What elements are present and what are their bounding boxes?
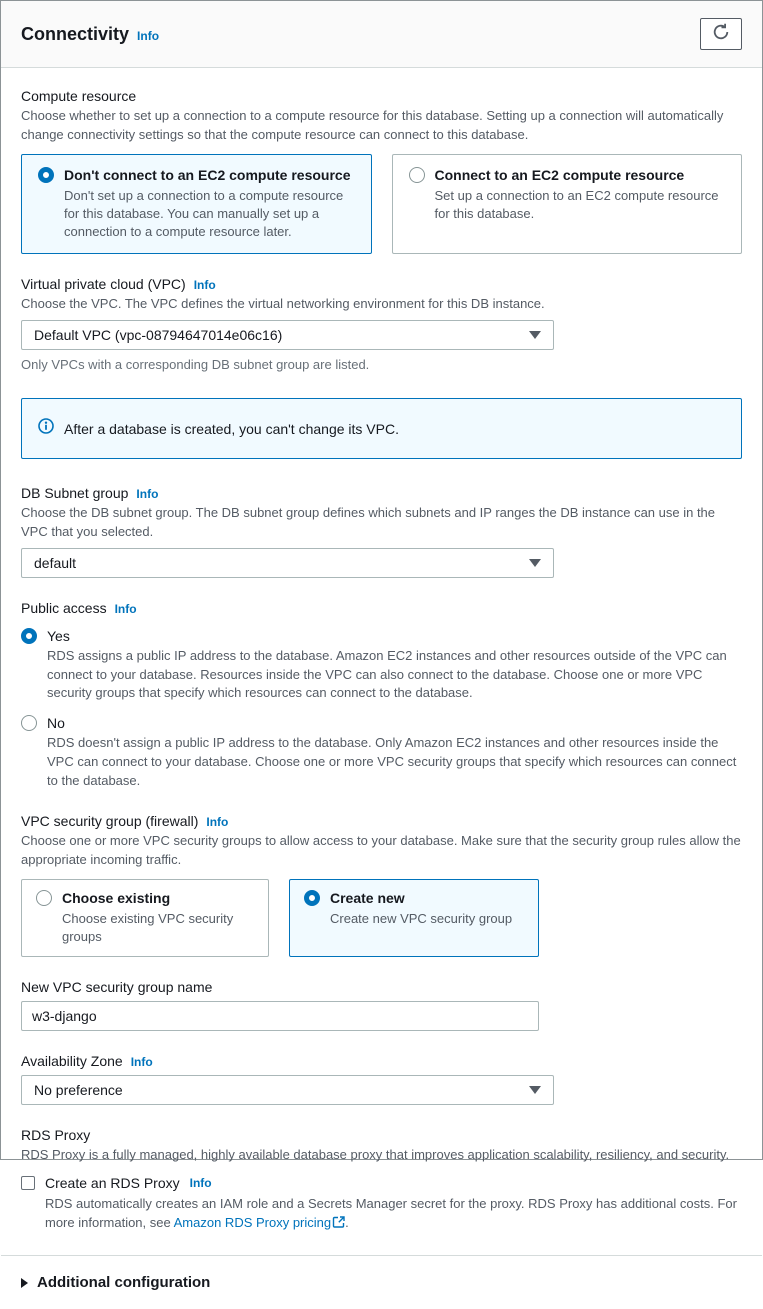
option-title: Connect to an EC2 compute resource bbox=[434, 166, 685, 183]
new-sg-name-value: w3-django bbox=[32, 1007, 97, 1024]
option-title: Yes bbox=[47, 627, 70, 644]
vpc-security-group-section bbox=[21, 813, 742, 957]
additional-configuration-label: Additional configuration bbox=[37, 1274, 211, 1292]
public-access-option-no[interactable] bbox=[21, 715, 742, 791]
vpc-select-value: Default VPC (vpc-08794647014e06c16) bbox=[34, 327, 283, 344]
option-card-connect-ec2[interactable] bbox=[392, 154, 743, 255]
info-circle-icon bbox=[38, 418, 54, 439]
refresh-icon bbox=[711, 22, 731, 47]
vpc-label: Virtual private cloud (VPC) bbox=[21, 276, 186, 293]
alert-text: After a database is created, you can't change its VPC. bbox=[64, 420, 399, 437]
create-rds-proxy-label: Create an RDS Proxy bbox=[45, 1174, 180, 1191]
rds-proxy-desc-text: RDS automatically creates an IAM role and a Secrets Manager secret for the proxy. RDS Proxy has additional costs. For more information, see bbox=[45, 1195, 737, 1230]
public-access-option-yes[interactable] bbox=[21, 628, 742, 704]
radio-selected-icon[interactable] bbox=[38, 167, 54, 183]
option-description: RDS assigns a public IP address to the database. Amazon EC2 instances and other resources outside of the VPC can connect to your database. Resources inside the VPC can also connect to the database. Choose one or more VPC security groups that specify which resources can connect to the database. bbox=[47, 647, 727, 701]
vpc-security-group-description: Choose one or more VPC security groups to allow access to your database. Make sure that the security group rules allow the appropriate incoming traffic. bbox=[21, 832, 741, 867]
external-link-icon bbox=[333, 1216, 345, 1231]
db-subnet-group-select[interactable] bbox=[21, 548, 554, 578]
availability-zone-label: Availability Zone bbox=[21, 1052, 123, 1069]
public-access-label: Public access bbox=[21, 599, 107, 616]
new-sg-name-section bbox=[21, 979, 742, 1031]
radio-unselected-icon[interactable] bbox=[21, 715, 37, 731]
panel-header bbox=[1, 1, 762, 68]
rds-proxy-pricing-link[interactable]: Amazon RDS Proxy pricing bbox=[173, 1214, 332, 1230]
radio-selected-icon[interactable] bbox=[21, 628, 37, 644]
availability-zone-select[interactable] bbox=[21, 1075, 554, 1105]
create-rds-proxy-checkbox[interactable] bbox=[21, 1176, 35, 1190]
availability-zone-section bbox=[21, 1053, 742, 1105]
page-title: Connectivity bbox=[21, 23, 130, 44]
option-description: Create new VPC security group bbox=[330, 910, 513, 926]
option-title: No bbox=[47, 715, 65, 732]
option-title: Don't connect to an EC2 compute resource bbox=[64, 166, 351, 183]
panel-body bbox=[1, 68, 762, 1255]
db-subnet-group-info-link[interactable]: Info bbox=[136, 487, 159, 502]
option-description: Choose existing VPC security groups bbox=[62, 910, 234, 944]
option-title: Create new bbox=[330, 889, 405, 906]
radio-selected-icon[interactable] bbox=[304, 890, 320, 906]
vpc-section bbox=[21, 276, 742, 372]
option-description: Don't set up a connection to a compute resource for this database. You can manually set up a connection to a compute resource later. bbox=[64, 187, 344, 240]
chevron-down-icon bbox=[529, 1086, 541, 1094]
rds-proxy-checkbox-description bbox=[45, 1195, 742, 1234]
radio-unselected-icon[interactable] bbox=[409, 167, 425, 183]
chevron-down-icon bbox=[529, 331, 541, 339]
expand-right-icon bbox=[21, 1278, 28, 1288]
vpc-security-group-info-link[interactable]: Info bbox=[206, 814, 229, 829]
db-subnet-group-label: DB Subnet group bbox=[21, 485, 129, 502]
new-sg-name-label: New VPC security group name bbox=[21, 978, 213, 995]
vpc-select[interactable] bbox=[21, 320, 554, 350]
vpc-description: Choose the VPC. The VPC defines the virtual networking environment for this DB instance. bbox=[21, 296, 545, 312]
db-subnet-group-section bbox=[21, 485, 742, 578]
availability-zone-select-value: No preference bbox=[34, 1081, 123, 1098]
compute-resource-label: Compute resource bbox=[21, 88, 137, 104]
rds-proxy-info-link[interactable]: Info bbox=[189, 1175, 212, 1190]
option-card-dont-connect-ec2[interactable] bbox=[21, 154, 372, 255]
refresh-button[interactable] bbox=[700, 18, 742, 50]
option-title: Choose existing bbox=[62, 889, 171, 906]
availability-zone-info-link[interactable]: Info bbox=[130, 1054, 153, 1069]
public-access-section bbox=[21, 600, 742, 791]
rds-proxy-desc-period: . bbox=[345, 1214, 349, 1230]
rds-proxy-description: RDS Proxy is a fully managed, highly available database proxy that improves application scalability, resiliency, and security. bbox=[21, 1146, 730, 1162]
db-subnet-group-description: Choose the DB subnet group. The DB subnet group defines which subnets and IP ranges the DB instance can use in the VPC that you selected. bbox=[21, 505, 716, 539]
rds-proxy-section bbox=[21, 1127, 742, 1234]
option-card-create-new[interactable] bbox=[289, 879, 539, 957]
additional-configuration-expander[interactable] bbox=[1, 1255, 762, 1309]
vpc-hint: Only VPCs with a corresponding DB subnet group are listed. bbox=[21, 357, 370, 373]
rds-proxy-label: RDS Proxy bbox=[21, 1126, 91, 1143]
vpc-change-alert bbox=[21, 398, 742, 459]
option-description: Set up a connection to an EC2 compute resource for this database. bbox=[434, 187, 719, 221]
compute-resource-section bbox=[21, 88, 742, 254]
vpc-info-link[interactable]: Info bbox=[193, 278, 216, 293]
vpc-security-group-label: VPC security group (firewall) bbox=[21, 812, 199, 829]
option-card-choose-existing[interactable] bbox=[21, 879, 269, 957]
compute-resource-description: Choose whether to set up a connection to a compute resource for this database. Setting up a connection will automatically change connectivity settings so that the compute resource can connect to this database. bbox=[21, 108, 724, 142]
radio-unselected-icon[interactable] bbox=[36, 890, 52, 906]
public-access-info-link[interactable]: Info bbox=[114, 601, 137, 616]
new-sg-name-input[interactable] bbox=[21, 1001, 539, 1031]
connectivity-info-link[interactable]: Info bbox=[137, 28, 160, 43]
db-subnet-group-select-value: default bbox=[34, 554, 77, 571]
option-description: RDS doesn't assign a public IP address to the database. Only Amazon EC2 instances and other resources inside the VPC can connect to your database. Choose one or more VPC security groups that specify which resources can connect to the database. bbox=[47, 735, 737, 788]
chevron-down-icon bbox=[529, 559, 541, 567]
